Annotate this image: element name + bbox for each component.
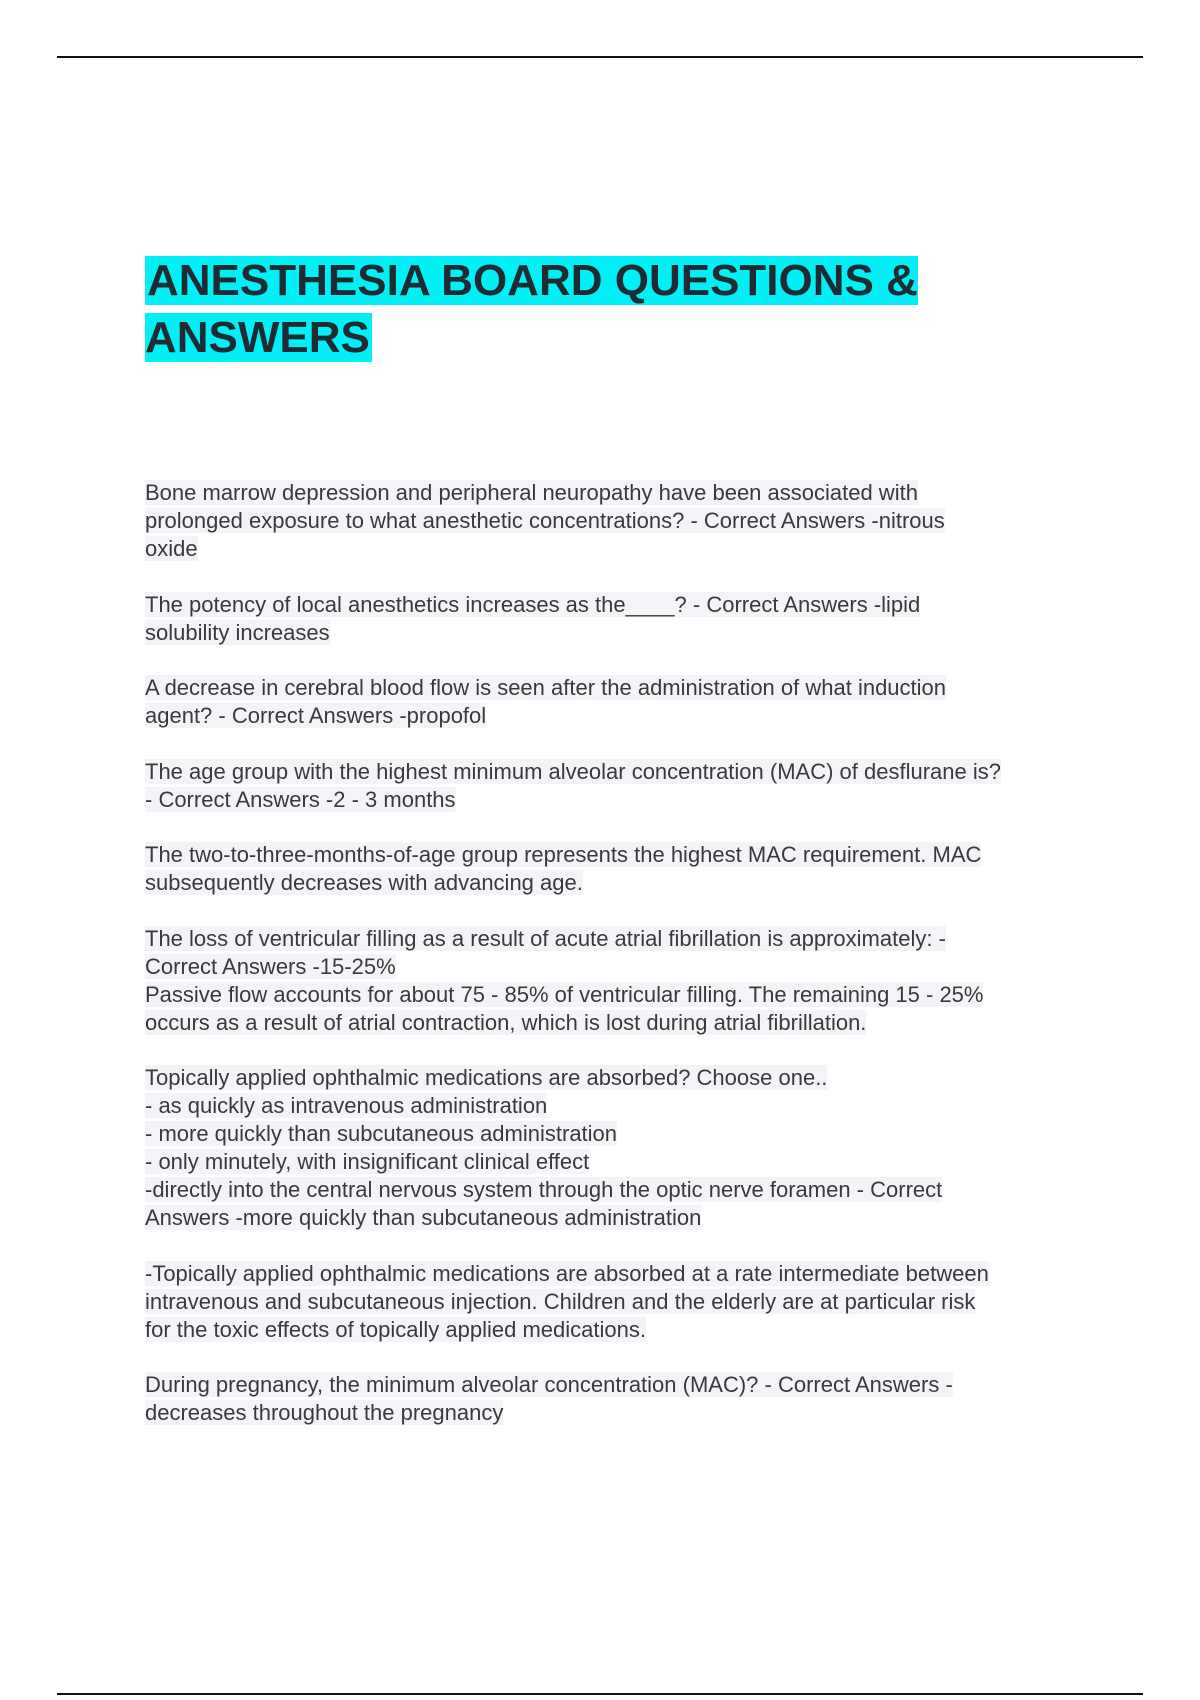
qa-line-text: prolonged exposure to what anesthetic concentrations? - Correct Answers -nitrous xyxy=(145,508,945,533)
qa-line xyxy=(145,1371,1095,1399)
qa-line-text: intravenous and subcutaneous injection. Children and the elderly are at particular risk xyxy=(145,1288,976,1314)
top-rule xyxy=(57,56,1143,58)
qa-line xyxy=(145,1092,1095,1120)
qa-item xyxy=(145,758,1095,814)
title-highlight: ANESTHESIA BOARD QUESTIONS & ANSWERS xyxy=(145,256,918,362)
qa-line xyxy=(145,1148,1095,1176)
qa-item xyxy=(145,591,1095,647)
qa-item xyxy=(145,1064,1095,1232)
qa-line-text: Answers -more quickly than subcutaneous administration xyxy=(145,1205,702,1230)
qa-line xyxy=(145,591,1095,619)
qa-item xyxy=(145,1260,1095,1344)
qa-item xyxy=(145,674,1095,730)
qa-line xyxy=(145,953,1095,981)
qa-line xyxy=(145,479,1095,507)
qa-line xyxy=(145,702,1095,730)
qa-line xyxy=(145,981,1095,1009)
qa-line-text: -Topically applied ophthalmic medications are absorbed at a rate intermediate between xyxy=(145,1260,989,1286)
qa-item xyxy=(145,925,1095,1037)
qa-line xyxy=(145,619,1095,647)
qa-line-text: The two-to-three-months-of-age group represents the highest MAC requirement. MAC xyxy=(145,842,982,867)
qa-line-text: oxide xyxy=(145,536,198,561)
qa-item xyxy=(145,479,1095,563)
qa-line xyxy=(145,1399,1095,1427)
qa-line-text: agent? - Correct Answers -propofol xyxy=(145,703,487,728)
qa-line-text: Topically applied ophthalmic medications are absorbed? Choose one.. xyxy=(145,1065,828,1090)
qa-item xyxy=(145,1371,1095,1427)
qa-line xyxy=(145,1316,1095,1344)
qa-line-text: - more quickly than subcutaneous administration xyxy=(145,1121,618,1146)
page-title xyxy=(145,252,1105,366)
qa-line xyxy=(145,1009,1095,1037)
qa-line-text: During pregnancy, the minimum alveolar concentration (MAC)? - Correct Answers - xyxy=(145,1372,953,1397)
qa-line-text: Correct Answers -15-25% xyxy=(145,953,396,979)
qa-line xyxy=(145,507,1095,535)
qa-line-text: occurs as a result of atrial contraction, which is lost during atrial fibrillation. xyxy=(145,1009,867,1035)
qa-line-text: A decrease in cerebral blood flow is seen after the administration of what induction xyxy=(145,675,947,700)
qa-line xyxy=(145,1120,1095,1148)
qa-line xyxy=(145,869,1095,897)
qa-line xyxy=(145,674,1095,702)
qa-line-text: - only minutely, with insignificant clinical effect xyxy=(145,1149,590,1174)
qa-line xyxy=(145,1288,1095,1316)
qa-line-text: The potency of local anesthetics increases as the____? - Correct Answers -lipid xyxy=(145,591,921,617)
qa-line-text: Bone marrow depression and peripheral neuropathy have been associated with xyxy=(145,480,918,505)
qa-line xyxy=(145,1064,1095,1092)
bottom-rule xyxy=(57,1693,1143,1695)
qa-line-text: - as quickly as intravenous administration xyxy=(145,1093,548,1118)
qa-line xyxy=(145,786,1095,814)
qa-line-text: solubility increases xyxy=(145,619,330,645)
qa-line-text: subsequently decreases with advancing age. xyxy=(145,870,583,895)
qa-line-text: for the toxic effects of topically applied medications. xyxy=(145,1316,646,1342)
qa-line-text: decreases throughout the pregnancy xyxy=(145,1400,504,1425)
qa-line-text: The loss of ventricular filling as a result of acute atrial fibrillation is approximately: - xyxy=(145,925,946,951)
qa-line-text: The age group with the highest minimum alveolar concentration (MAC) of desflurane is? xyxy=(145,758,1001,784)
qa-item xyxy=(145,841,1095,897)
qa-line xyxy=(145,841,1095,869)
qa-line xyxy=(145,535,1095,563)
qa-list xyxy=(145,479,1095,1455)
qa-line-text: Passive flow accounts for about 75 - 85% of ventricular filling. The remaining 15 - 25% xyxy=(145,981,984,1007)
qa-line xyxy=(145,758,1095,786)
qa-line xyxy=(145,1260,1095,1288)
qa-line xyxy=(145,1176,1095,1204)
qa-line xyxy=(145,925,1095,953)
qa-line-text: -directly into the central nervous system through the optic nerve foramen - Correct xyxy=(145,1177,943,1202)
qa-line-text: - Correct Answers -2 - 3 months xyxy=(145,786,456,812)
qa-line xyxy=(145,1204,1095,1232)
